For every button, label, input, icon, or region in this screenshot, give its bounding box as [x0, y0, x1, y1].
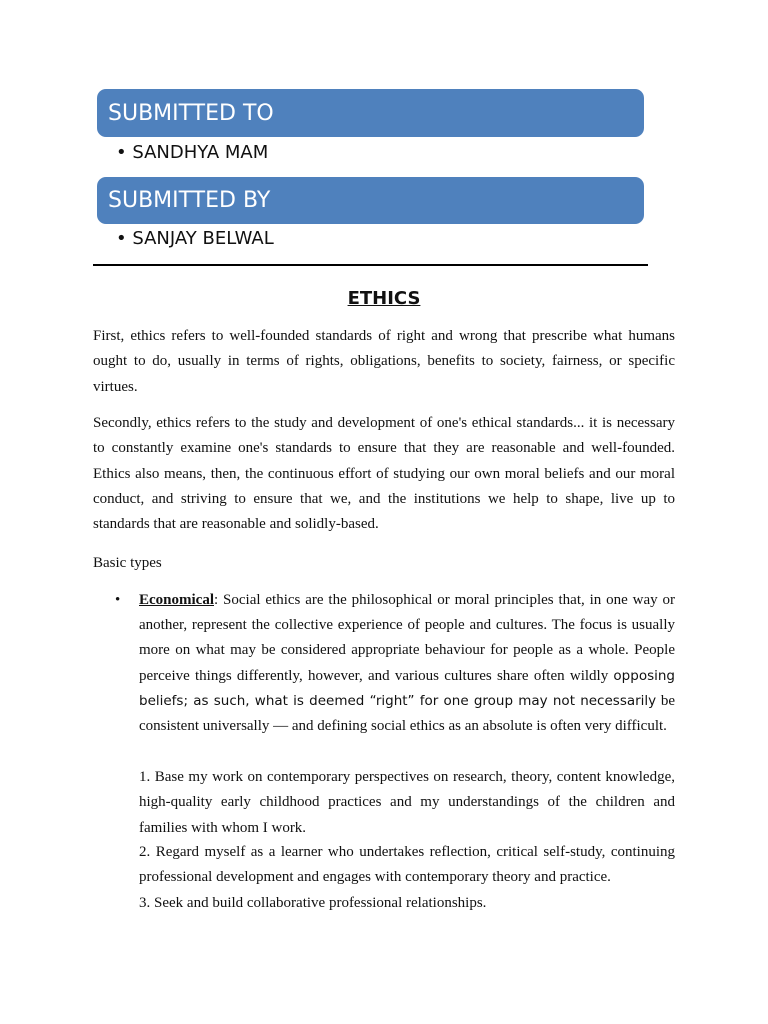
submitted-by-label: SUBMITTED BY	[108, 188, 271, 213]
item-text-b: be consistent universally — and defining social ethics as an absolute is often very difficult.	[139, 692, 675, 735]
submitted-by-name: • SANJAY BELWAL	[116, 228, 274, 249]
basic-types-label: Basic types	[93, 555, 162, 571]
list-bullet: •	[115, 592, 121, 608]
submitted-to-header	[97, 89, 644, 137]
list-item-economical	[139, 588, 675, 739]
submitted-to-label: SUBMITTED TO	[108, 100, 274, 126]
submitted-by-header	[97, 177, 644, 224]
paragraph-first: First, ethics refers to well-founded standards of right and wrong that prescribe what humans ought to do, usually in terms of rights, obligations, benefits to society, fairness, or specific virtues.	[93, 328, 675, 395]
paragraph-second: Secondly, ethics refers to the study and development of one's ethical standards... it is necessary to constantly examine one's standards to ensure that they are reasonable and well-founded. Ethics also means, then, the continuous effort of studying our own moral beliefs and our moral conduct, and striving to ensure that we, and the institutions we help to shape, live up to standards that are reasonable and solidly-based.	[93, 415, 675, 533]
horizontal-divider	[93, 264, 648, 266]
item-text-sans: opposing beliefs; as such, what is deemed “right” for one group may not necessarily	[139, 667, 675, 709]
submitted-to-name: • SANDHYA MAM	[116, 142, 269, 163]
point-one: 1. Base my work on contemporary perspectives on research, theory, content knowledge, high-quality early childhood practices and my understandings of the children and families with whom I work.	[139, 769, 675, 836]
point-two: 2. Regard myself as a learner who undertakes reflection, critical self-study, continuing professional development and engages with contemporary theory and practice.	[139, 844, 675, 886]
item-text-a: : Social ethics are the philosophical or moral principles that, in one way or another, represent the collective experience of people and cultures. The focus is usually more on what may be considered appropriate behaviour for people as a whole. People perceive things differently, however, and various cultures share often wildly	[139, 592, 675, 684]
item-term: Economical	[139, 592, 214, 608]
point-three: 3. Seek and build collaborative professional relationships.	[139, 895, 487, 911]
document-title: ETHICS	[347, 288, 421, 309]
